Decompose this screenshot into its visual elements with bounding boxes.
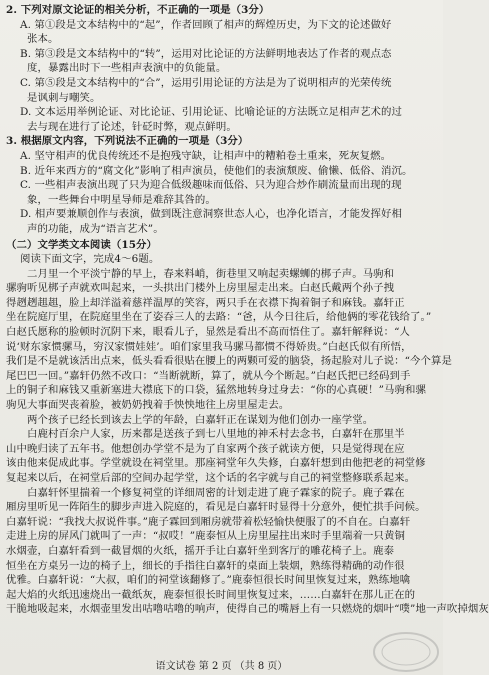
- passage-line: 恒坐在方桌另一边的椅子上，细长的手指往白嘉轩的桌面上装烟，熟练得精确的动作很: [6, 559, 405, 572]
- q2-option-c-line2: 是讽刺与嘲笑。: [27, 91, 101, 104]
- passage-line: 干脆地吸起来，水烟壶里发出咕噜咕噜的响声，使得自己的嘴唇上有一只燃烧的烟叶“噗”地一声吹掉烟灰: [6, 603, 489, 616]
- q3-option-b-line1: B. 近年来西方的“腐文化”影响了相声演员，使他们的表演颓废、偷懒、低俗、消沉。: [20, 164, 413, 177]
- section-instruction: 阅读下面文字，完成4～6题。: [20, 253, 160, 266]
- q2-option-b-line1: B. 第③段是文本结构中的“转”，运用对比论证的方法鲜明地表达了作者的观点态: [20, 47, 392, 60]
- q3-option-d-line2: 声的功能，成为“语言艺术”。: [27, 222, 164, 235]
- q2-option-a-line2: 张本。: [27, 33, 59, 46]
- passage-line: 说‘财东家惯骡马，穷汉家惯娃娃’。咱们家里我马骡马都惯不得娇贵。”白赵氏似有所悟，: [6, 340, 412, 353]
- passage-line: 坐在院庭厅里，在院庭里坐在了姿吞三人的去路：“爸，从今日往后，给他俩的零花钱给了。”: [6, 311, 432, 324]
- reading-passage: [6, 267, 489, 617]
- passage-line: 骡驹听见梆子声就欢叫起来，一头拱出门楼外上房里屋走出来。白赵氏戴两个孙子拽: [6, 282, 395, 295]
- q2-option-b-line2: 度，暴露出时下一些相声表演中的负能量。: [27, 62, 227, 75]
- passage-line: 优雅。白嘉轩说：“大叔，咱们的祠堂该翻修了。”鹿泰恒很长时间里恢复过来，熟练地噙: [6, 574, 411, 587]
- passage-line: 尾巴巴一回。”嘉轩仍然不改口：“当断就断，算了，就从今个断起。”白赵氏把已经码到手: [6, 369, 411, 382]
- q3-option-c-line2: 象，一些舞台中明星导师是难辞其咎的。: [27, 193, 216, 206]
- passage-line: 复起来以后，在祠堂后部的空间办起学堂，这个话的名字就与自己的祠堂整修联系起来。: [6, 472, 416, 484]
- question-3-stem: 3. 根据原文内容，下列说法不正确的一项是（3分）: [6, 135, 249, 148]
- passage-line: 白嘉轩怀里揣着一个修复祠堂的详细周密的计划走进了鹿子霖家的院子。鹿子霖在: [27, 486, 405, 499]
- q2-option-a-line1: A. 第①段是文本结构中的“起”，作者回顾了相声的辉煌历史，为下文的论述做好: [20, 18, 392, 31]
- q2-option-c-line1: C. 第⑤段是文本结构中的“合”，运用引用论证的方法是为了说明相声的光荣传统: [20, 76, 392, 89]
- q3-option-d-line1: D. 相声要兼顺创作与表演，做到既注意洞察世态人心，也净化语言，才能发挥好相: [20, 208, 403, 221]
- passage-line: 白赵氏愿称的脸顿时沉阴下来，眼看儿子，显然是看出不高而悟住了。嘉轩解释说：“人: [6, 326, 411, 339]
- passage-line: 驹见大事面哭丧着脸，被奶奶拽着手怏怏地往上房里屋走去。: [6, 399, 290, 412]
- watermark-stamp-icon: [371, 630, 441, 674]
- section-title: （二）文学类文本阅读（15分）: [6, 238, 158, 251]
- passage-line: 我们是不是就该活出点来，低头看看很贴在腰上的两颗可爱的脑袋，扬起脸对儿子说：“今个算是: [6, 355, 453, 368]
- passage-line: 该由他来促成此事。学堂就设在祠堂里。那座祠堂年久失修，白嘉轩想到由他把老的祠堂修: [6, 457, 426, 470]
- passage-line: 二月里一个平淡宁静的早上，春来料峭，街巷里又响起卖螺蛳的梆子声。马驹和: [27, 267, 395, 280]
- passage-line: 白鹿村百余户人家，历来都是送孩子到七八里地的神禾村去念书，白嘉轩在那里半: [27, 428, 405, 441]
- passage-line: 得趔趔趄趄，脸上却洋溢着慈祥温厚的笑容，两只手在衣襟下掏着铜子和麻钱。嘉轩正: [6, 296, 405, 309]
- page-content: [6, 3, 489, 617]
- q3-option-c-line1: C. 一些相声表演出现了只为迎合低级趣味而低俗、只为迎合炒作刷流量而出现的现: [20, 179, 402, 192]
- passage-line: 走进上房的屏风门就叫了一声：“叔哎！”鹿泰恒从上房里屋拄出来时手里端着一只黄铜: [6, 530, 405, 543]
- question-2-stem: 2. 下列对原文论证的相关分析，不正确的一项是（3分）: [6, 4, 270, 16]
- passage-line: 上的铜子和麻钱又重新塞进大襟底下的口袋，猛然地转身过身去：“你的心真硬！”马驹和骡: [6, 384, 426, 397]
- q2-option-d-line2: 去与现在进行了论述，针砭时弊，观点鲜明。: [27, 120, 237, 133]
- passage-line: 厢房里听见一阵陌生的脚步声进入院庭的，看见是白嘉轩时显得十分意外，便忙拱手问候。: [6, 501, 426, 514]
- q3-option-a-line1: A. 坚守相声的优良传统还不是抱残守缺，让相声中的糟粕卷土重来，死灰复燃。: [20, 149, 392, 162]
- passage-line: 起大焰的火纸迅速烧出一截纸灰，鹿泰恒很长时间里恢复过来，……白嘉轩在那儿正在的: [6, 588, 416, 601]
- passage-line: 水烟壶，白嘉轩看到一截冒烟的火纸，摇开手让白嘉轩坐到客厅的雕花椅子上。鹿泰: [6, 544, 395, 557]
- passage-line: 白嘉轩说：“我找大叔说件事。”鹿子霖回到厢房就带着松轻愉快便服了的不自在。白嘉轩: [6, 515, 411, 528]
- q2-option-d-line1: D. 文本运用举例论证、对比论证、引用论证、比喻论证的方法既立足相声艺术的过: [20, 106, 403, 119]
- page-footer: 语文试卷 第 2 页 （共 8 页）: [155, 661, 288, 672]
- passage-line: 山中晚归读了五年书。他想创办学堂不是为了自家两个孩子就读方便，只是觉得现在应: [6, 442, 405, 455]
- passage-line: 两个孩子已经长到该去上学的年龄，白嘉轩正在谋划为他们创办一座学堂。: [27, 413, 374, 426]
